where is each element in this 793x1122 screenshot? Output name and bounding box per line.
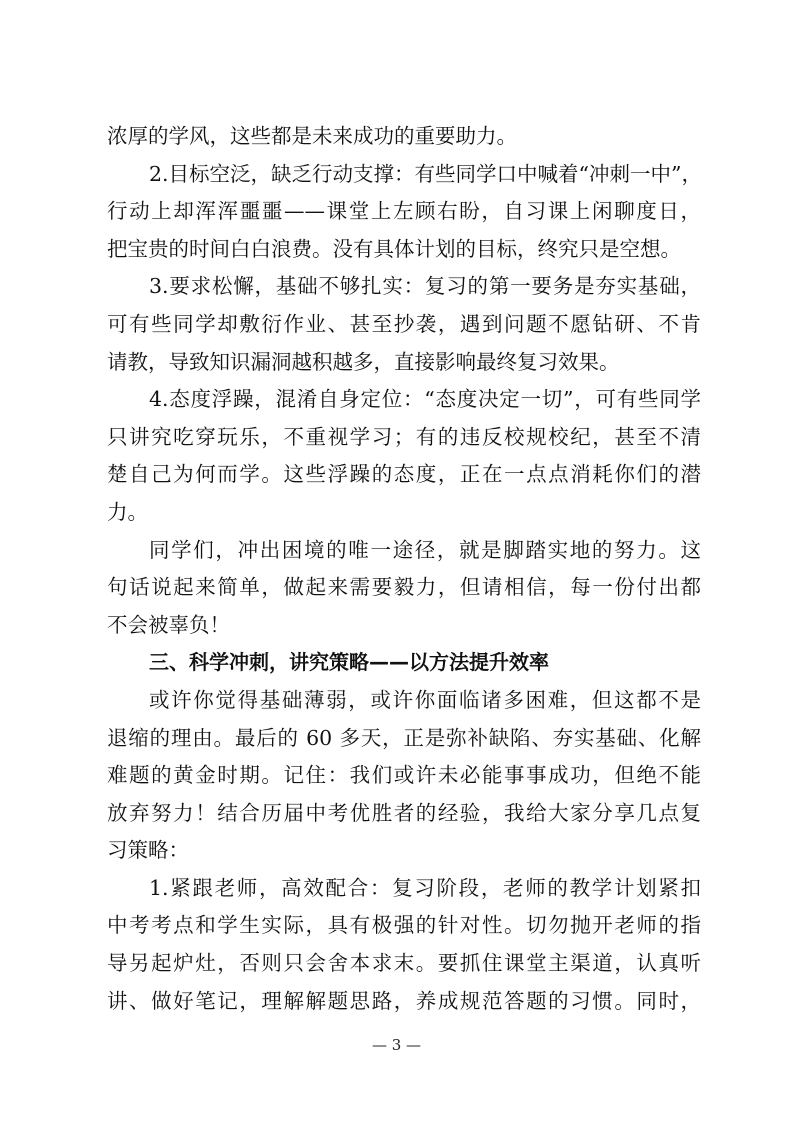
text-line: 导另起炉灶，否则只会舍本求末。要抓住课堂主渠道，认真听 — [107, 951, 701, 976]
text-line: 难题的黄金时期。记住：我们或许未必能事事成功，但绝不能 — [107, 763, 701, 788]
text-line: 可有些同学却敷衍作业、甚至抄袭，遇到问题不愿钻研、不肯 — [107, 311, 701, 336]
text-line: 2.目标空泛，缺乏行动支撑：有些同学口中喊着“冲刺一中”， — [149, 161, 703, 186]
text-line: 1.紧跟老师，高效配合：复习阶段，老师的教学计划紧扣 — [149, 875, 701, 900]
text-line: 讲、做好笔记，理解解题思路，养成规范答题的习惯。同时， — [107, 988, 701, 1013]
text-line: 浓厚的学风，这些都是未来成功的重要助力。 — [107, 124, 517, 148]
text-line: 4.态度浮躁，混淆自身定位：“态度决定一切”，可有些同学 — [149, 387, 701, 412]
text-line: 或许你觉得基础薄弱，或许你面临诸多困难，但这都不是 — [149, 687, 701, 712]
text-line: 中考考点和学生实际，具有极强的针对性。切勿抛开老师的指 — [107, 913, 701, 938]
text-line: 力。 — [107, 499, 148, 524]
text-line: 楚自己为何而学。这些浮躁的态度，正在一点点消耗你们的潜 — [107, 462, 701, 487]
text-line: 退缩的理由。最后的 60 多天，正是弥补缺陷、夯实基础、化解 — [107, 725, 701, 750]
text-line: 不会被辜负！ — [107, 612, 230, 637]
text-line: 请教，导致知识漏洞越积越多，直接影响最终复习效果。 — [107, 349, 620, 374]
text-line: 行动上却浑浑噩噩——课堂上左顾右盼，自习课上闲聊度日， — [107, 199, 701, 224]
document-body — [107, 118, 701, 1020]
page-number: — 3 — — [371, 1036, 422, 1054]
text-line: 只讲究吃穿玩乐，不重视学习；有的违反校规校纪，甚至不清 — [107, 424, 701, 449]
text-line: 句话说起来简单，做起来需要毅力，但请相信，每一份付出都 — [107, 575, 701, 600]
text-line: 放弃努力！结合历届中考优胜者的经验，我给大家分享几点复 — [107, 800, 701, 825]
text-line: 3.要求松懈，基础不够扎实：复习的第一要务是夯实基础， — [149, 274, 701, 299]
section-heading: 三、科学冲刺，讲究策略——以方法提升效率 — [149, 650, 549, 675]
text-line: 把宝贵的时间白白浪费。没有具体计划的目标，终究只是空想。 — [107, 236, 681, 261]
text-line: 同学们，冲出困境的唯一途径，就是脚踏实地的努力。这 — [149, 537, 701, 562]
text-line: 习策略： — [107, 838, 189, 863]
